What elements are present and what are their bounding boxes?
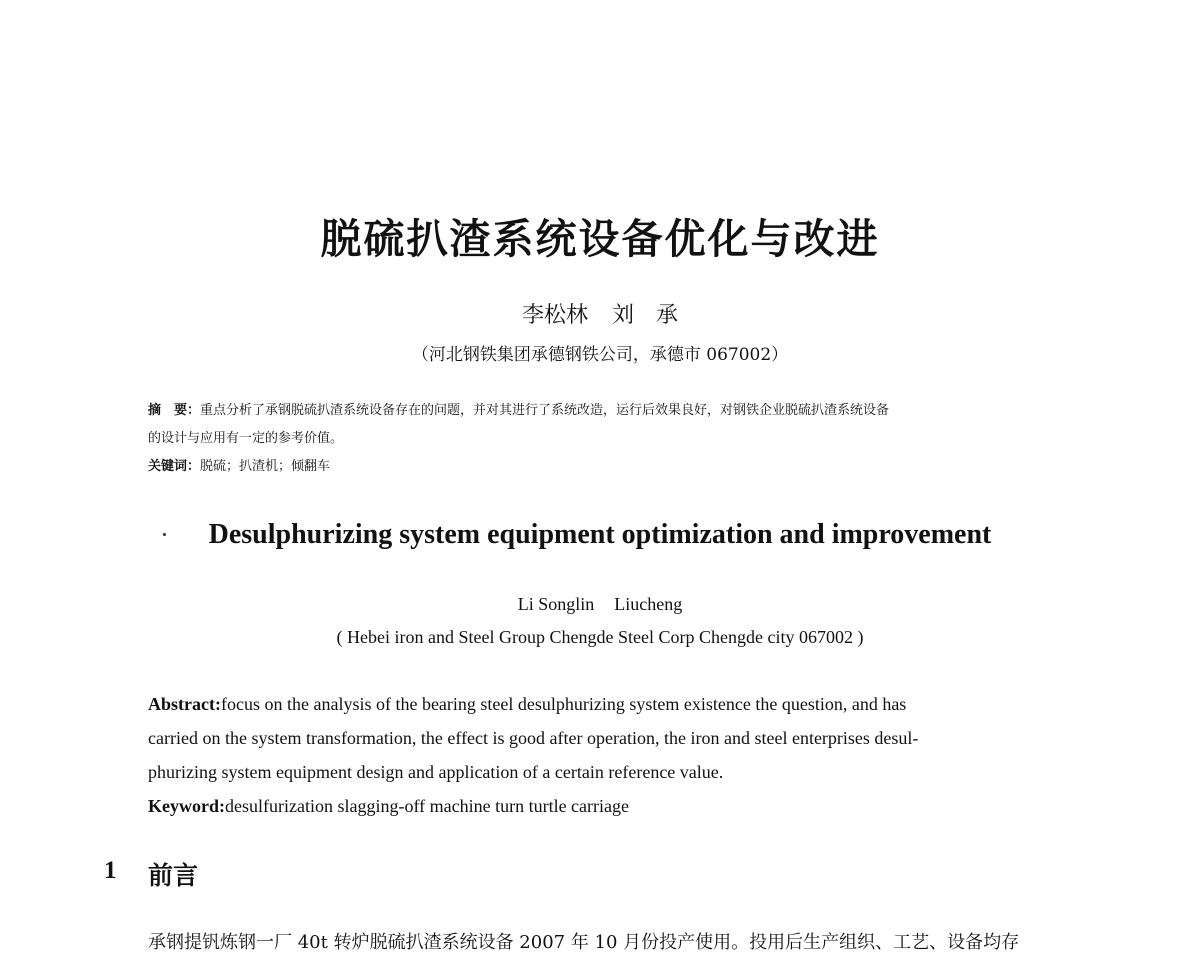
authors-en: [0, 594, 1200, 615]
section-number: 1: [104, 857, 117, 884]
keyword-en-text: desulfurization slagging-off machine turn turtle carriage: [224, 796, 629, 816]
keywords-cn-text: 脱硫；扒渣机；倾翻车: [200, 459, 331, 474]
section-title: 前言: [148, 861, 199, 890]
title-cn: 脱硫扒渣系统设备优化与改进: [320, 215, 880, 263]
abstract-cn-line-2: 的设计与应用有一定的参考价值。: [148, 431, 344, 446]
abstract-cn-line-1: [148, 403, 889, 419]
abstract-en-line-2: carried on the system transformation, the effect is good after operation, the iron and steel enterprises desul-: [148, 728, 919, 748]
author-en-1: Li Songlin: [517, 594, 595, 614]
abstract-cn-label: 摘 要：: [148, 403, 201, 418]
author-en-2: Liucheng: [614, 594, 683, 614]
authors-cn: [0, 298, 1200, 329]
affiliation-cn: （河北钢铁集团承德钢铁公司，承德市 067002）: [411, 345, 789, 365]
abstract-cn-text-1: 重点分析了承钢脱硫扒渣系统设备存在的问题，并对其进行了系统改造，运行后效果良好，对钢铁企业脱硫扒渣系统设备: [200, 403, 890, 418]
abstract-en-line-1: [148, 694, 906, 715]
keyword-en: [148, 796, 629, 817]
abstract-en-label: Abstract:: [148, 694, 221, 714]
title-en: Desulphurizing system equipment optimization and improvement: [208, 519, 992, 550]
abstract-en-line-3: phurizing system equipment design and application of a certain reference value.: [148, 762, 724, 782]
abstract-en-text-1: focus on the analysis of the bearing steel desulphurizing system existence the question, and has: [220, 694, 907, 714]
author-cn-1: 李松林: [521, 303, 588, 328]
section-body-first-line: 承钢提钒炼钢一厂 40t 转炉脱硫扒渣系统设备 2007 年 10 月份投产使用。投用后生产组织、工艺、设备均存: [148, 932, 1020, 953]
keywords-cn: [148, 459, 330, 475]
keywords-cn-label: 关键词：: [148, 459, 201, 474]
keyword-en-label: Keyword:: [148, 796, 225, 816]
author-cn-2: 刘 承: [612, 303, 679, 328]
affiliation-en: ( Hebei iron and Steel Group Chengde Steel Corp Chengde city 067002 ): [336, 627, 864, 647]
